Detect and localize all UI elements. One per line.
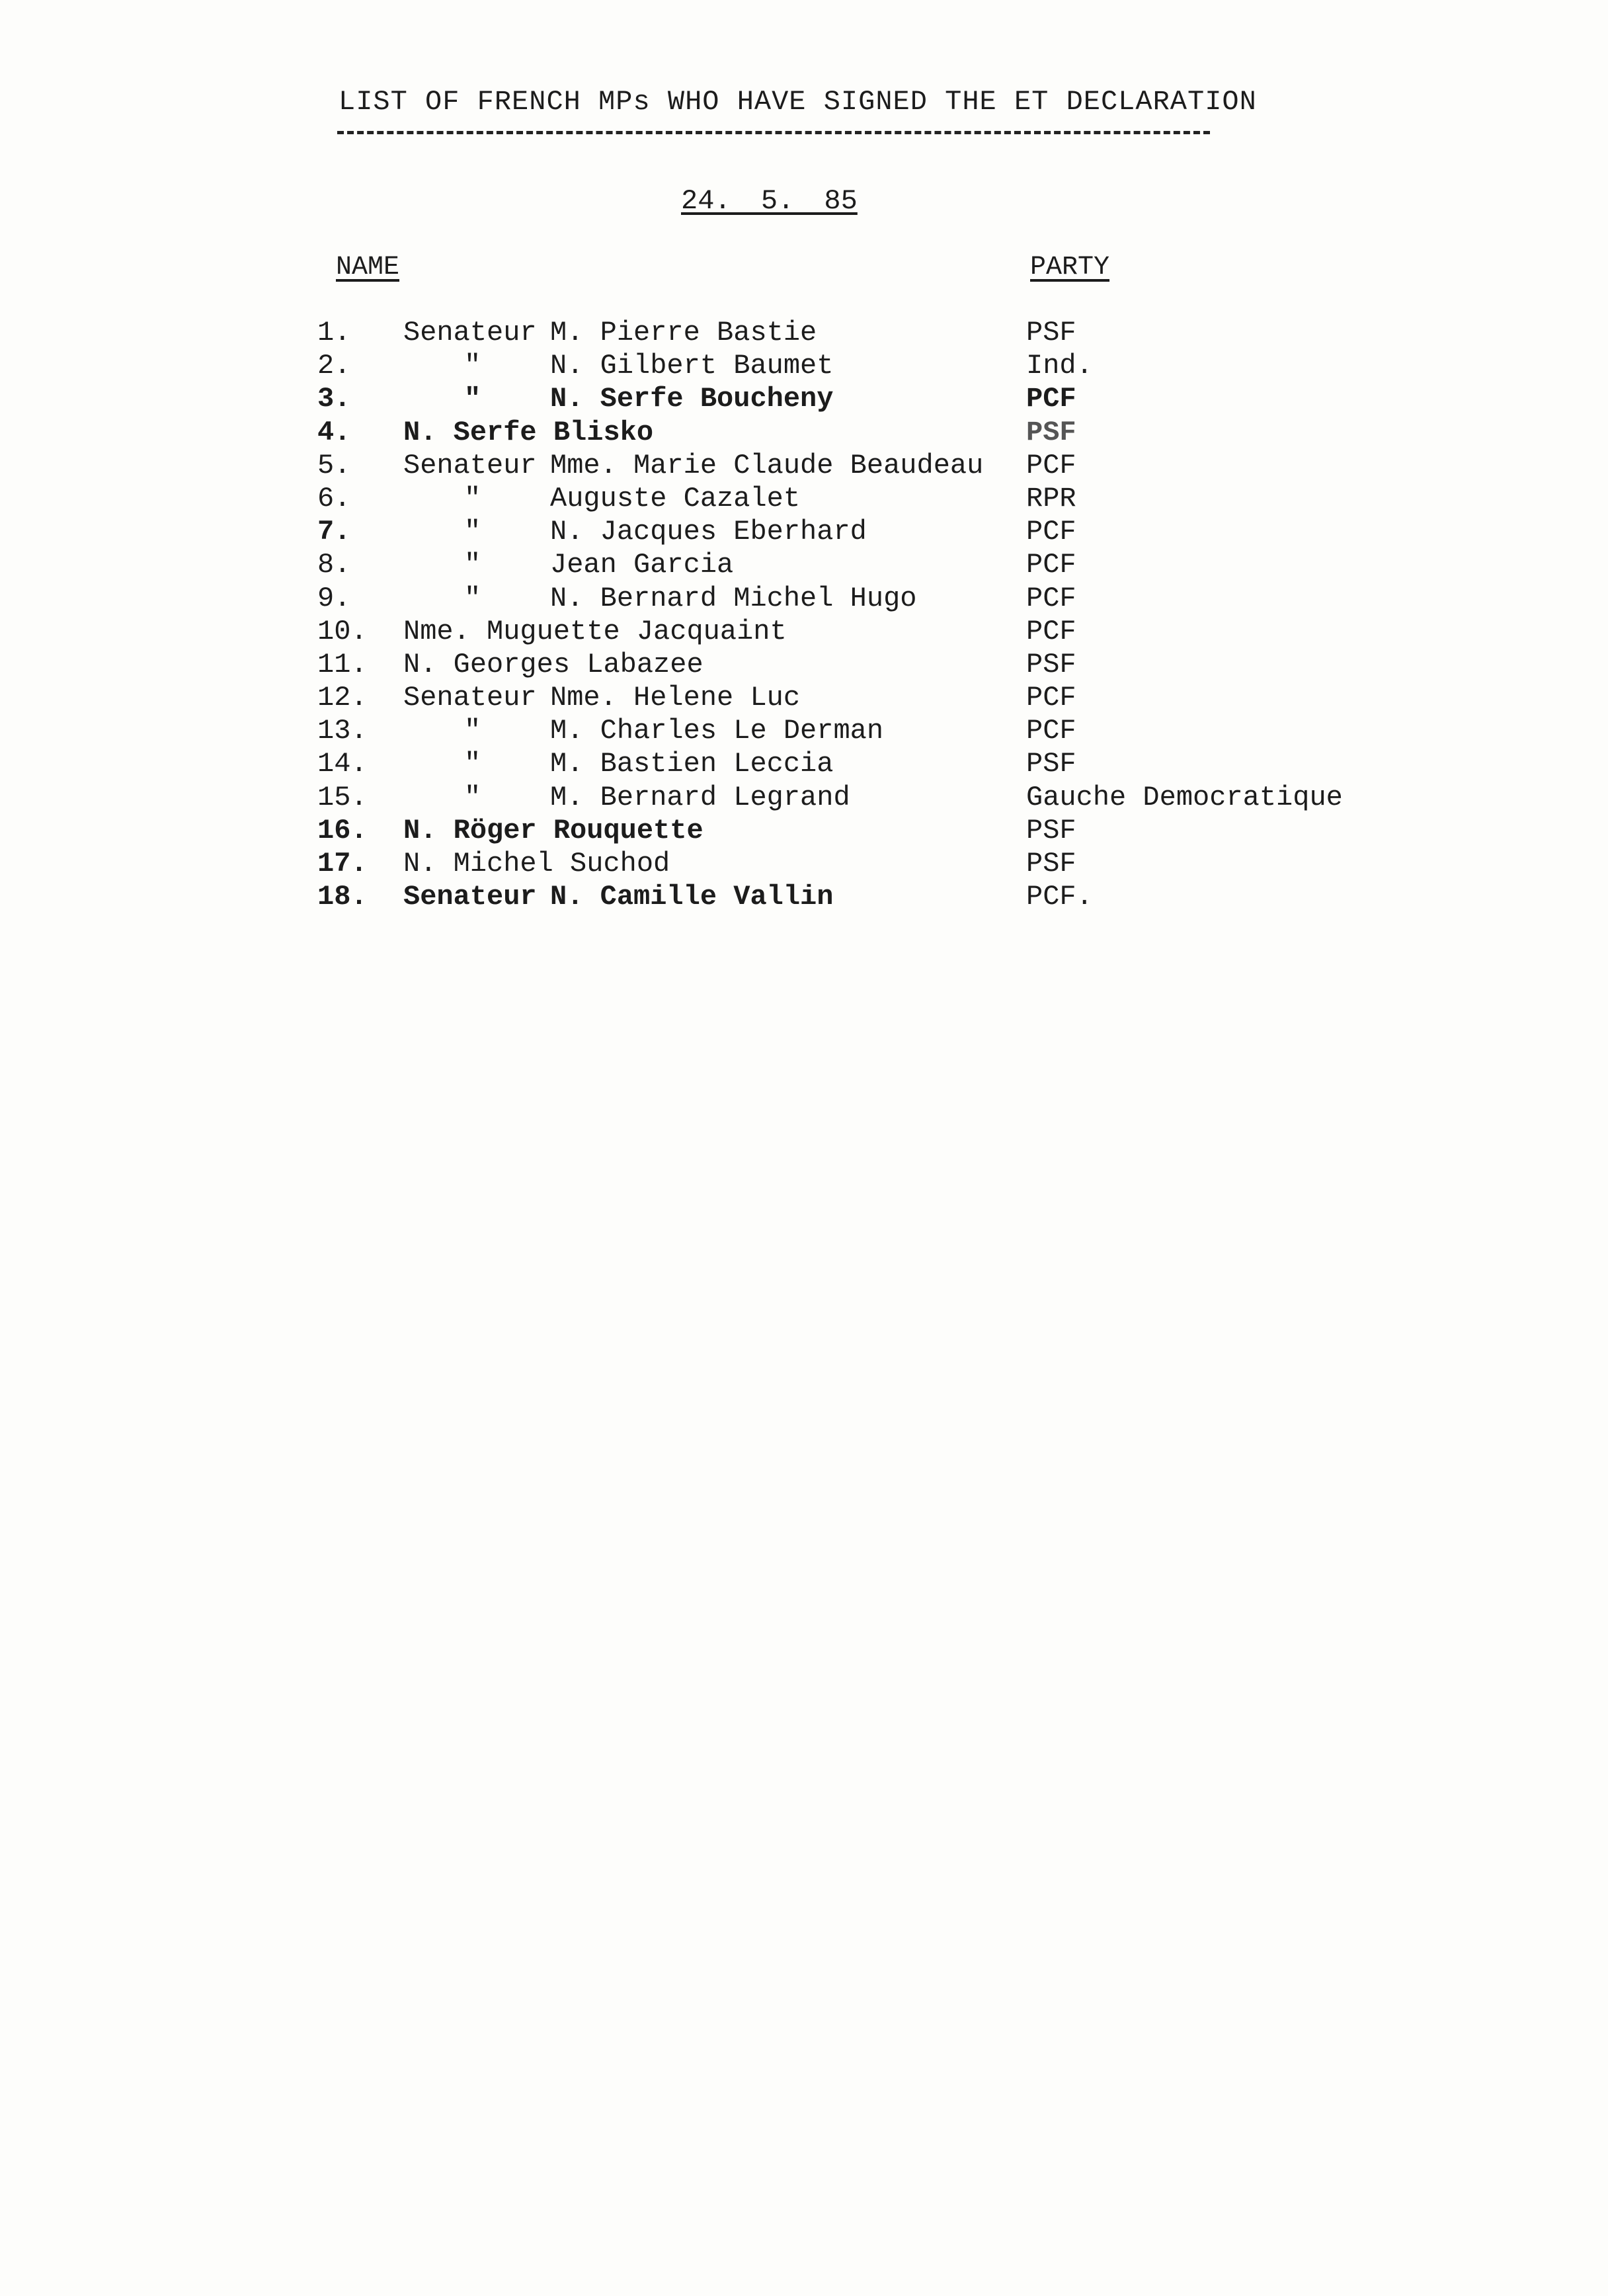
row-name: Nme. Helene Luc [550, 682, 801, 714]
row-party: PCF [1026, 549, 1076, 581]
row-party: PCF [1026, 682, 1076, 714]
party-column-header: PARTY [1030, 253, 1110, 282]
row-number: 14. [317, 748, 368, 780]
row-number: 2. [317, 350, 351, 382]
row-title: Senateur [403, 449, 537, 481]
row-name: N. Michel Suchod [403, 848, 670, 880]
row-party: PCF [1026, 582, 1076, 614]
row-ditto: " [464, 549, 481, 581]
row-party: PCF. [1026, 881, 1093, 913]
list-item [311, 316, 1567, 349]
row-number: 3. [317, 383, 351, 415]
row-party: Gauche Democratique [1026, 781, 1343, 813]
row-name: N. Jacques Eberhard [550, 516, 867, 548]
row-name: M. Pierre Bastie [550, 317, 817, 348]
row-number: 7. [317, 516, 351, 548]
list-item [311, 449, 1567, 482]
row-name: Mme. Marie Claude Beaudeau [550, 449, 984, 481]
row-party: PCF [1026, 383, 1076, 415]
row-number: 16. [317, 814, 368, 846]
row-title: Senateur [403, 682, 537, 714]
row-ditto: " [464, 482, 481, 514]
row-number: 17. [317, 848, 368, 880]
row-number: 10. [317, 615, 368, 647]
list-item [311, 648, 1567, 681]
row-ditto: " [464, 748, 481, 780]
row-name: N. Camille Vallin [550, 881, 834, 913]
row-title: Senateur [403, 881, 537, 913]
row-ditto: " [464, 781, 481, 813]
row-number: 1. [317, 317, 351, 348]
row-party: PCF [1026, 449, 1076, 481]
row-name: N. Bernard Michel Hugo [550, 582, 917, 614]
row-name: N. Georges Labazee [403, 648, 704, 680]
row-number: 5. [317, 449, 351, 481]
row-ditto: " [464, 350, 481, 382]
row-party: PSF [1026, 648, 1076, 680]
row-ditto: " [464, 516, 481, 548]
title-underline-rule [337, 131, 1210, 134]
row-name: N. Serfe Boucheny [550, 383, 834, 415]
list-item [311, 349, 1567, 382]
row-name: M. Bernard Legrand [550, 781, 850, 813]
row-name: Jean Garcia [550, 549, 734, 581]
list-item [311, 714, 1567, 747]
row-party: PSF [1026, 814, 1076, 846]
row-name: M. Bastien Leccia [550, 748, 834, 780]
row-title: Senateur [403, 317, 537, 348]
row-ditto: " [464, 715, 481, 747]
row-ditto: " [464, 582, 481, 614]
row-number: 4. [317, 416, 351, 448]
row-party: PSF [1026, 848, 1076, 880]
document-title: LIST OF FRENCH MPs WHO HAVE SIGNED THE ET DECLARATION [339, 86, 1257, 118]
document-date: 24. 5. 85 [681, 185, 858, 217]
row-name: N. Gilbert Baumet [550, 350, 834, 382]
row-number: 9. [317, 582, 351, 614]
list-item [311, 880, 1567, 913]
list-item [311, 582, 1567, 615]
list-item [311, 382, 1567, 415]
list-item [311, 416, 1567, 449]
row-party: PCF [1026, 715, 1076, 747]
row-number: 12. [317, 682, 368, 714]
row-number: 8. [317, 549, 351, 581]
row-name: M. Charles Le Derman [550, 715, 884, 747]
row-number: 13. [317, 715, 368, 747]
row-party: PSF [1026, 416, 1076, 448]
list-item [311, 814, 1567, 847]
list-item [311, 781, 1567, 814]
row-number: 18. [317, 881, 368, 913]
row-party: RPR [1026, 482, 1076, 514]
list-item [311, 515, 1567, 548]
list-item [311, 847, 1567, 880]
list-item [311, 548, 1567, 581]
row-party: PSF [1026, 317, 1076, 348]
list-item [311, 615, 1567, 648]
row-party: PCF [1026, 615, 1076, 647]
row-name: N. Serfe Blisko [403, 416, 654, 448]
row-number: 11. [317, 648, 368, 680]
row-name: Nme. Muguette Jacquaint [403, 615, 787, 647]
row-name: N. Röger Rouquette [403, 814, 704, 846]
row-party: PCF [1026, 516, 1076, 548]
list-item [311, 747, 1567, 780]
row-party: PSF [1026, 748, 1076, 780]
name-column-header: NAME [336, 253, 400, 282]
row-ditto: " [464, 383, 481, 415]
mp-list [311, 316, 1567, 913]
row-name: Auguste Cazalet [550, 482, 801, 514]
list-item [311, 482, 1567, 515]
row-number: 6. [317, 482, 351, 514]
row-party: Ind. [1026, 350, 1093, 382]
row-number: 15. [317, 781, 368, 813]
list-item [311, 681, 1567, 714]
